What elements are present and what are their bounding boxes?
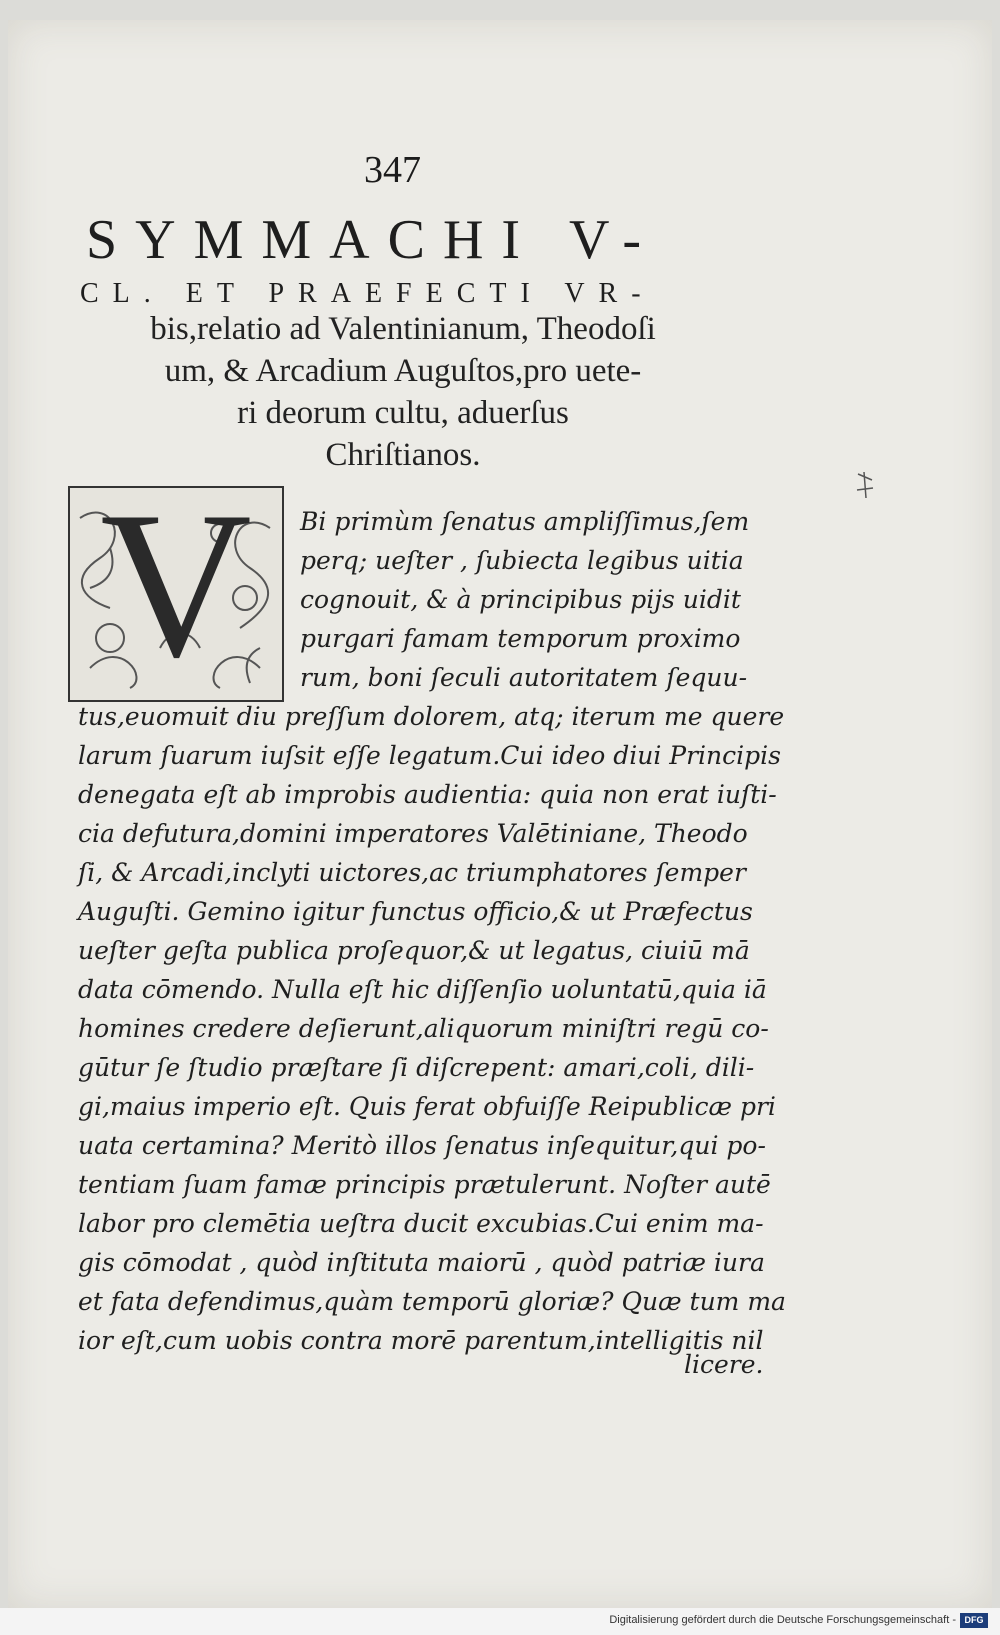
text-line: larum ſuarum iuſsit eſſe legatum.Cui ideo diui Principis xyxy=(78,741,781,770)
decorated-initial xyxy=(68,486,284,702)
body-text-indented xyxy=(300,502,749,697)
initial-letter: V xyxy=(100,486,252,701)
ink-mark-icon xyxy=(854,470,876,500)
text-line: gi,maius imperio eſt. Quis ferat obfuiſſe Reipublicæ pri xyxy=(78,1092,776,1121)
title-line-2: CL. ET PRAEFECTI VR- xyxy=(80,278,655,309)
subtitle-line: Chriſtianos. xyxy=(325,437,481,473)
subtitle-line: um, & Arcadium Auguſtos,pro uete- xyxy=(164,353,642,389)
digitization-footer xyxy=(0,1608,1000,1635)
text-line: tentiam ſuam famæ principis prætulerunt. Noſter autē xyxy=(78,1170,771,1199)
text-line: et fata defendimus,quàm temporū gloriæ? Quæ tum ma xyxy=(78,1287,786,1316)
text-line: cognouit, & à principibus pijs uidit xyxy=(300,585,741,614)
footer-credit: Digitalisierung gefördert durch die Deutsche Forschungsgemeinschaft - xyxy=(609,1614,956,1626)
title-line-1: SYMMACHI V- xyxy=(86,209,659,271)
subtitle xyxy=(68,308,738,476)
text-line: cia defutura,domini imperatores Valētiniane, Theodo xyxy=(78,819,748,848)
text-line: rum, boni ſeculi autoritatem ſequu- xyxy=(300,663,748,692)
text-line: denegata eſt ab improbis audientia: quia non erat iuſti- xyxy=(78,780,777,809)
text-line: homines credere deſierunt,aliquorum miniſtri regū co- xyxy=(78,1014,769,1043)
dfg-logo: DFG xyxy=(960,1613,988,1628)
body-text xyxy=(78,697,786,1360)
text-line: gūtur ſe ſtudio præſtare ſi diſcrepent: amari,coli, dili- xyxy=(78,1053,755,1082)
text-line: data cōmendo. Nulla eſt hic diſſenſio uoluntatū,quia iā xyxy=(78,975,767,1004)
catchword: licere. xyxy=(684,1350,764,1379)
text-line: uata certamina? Meritò illos ſenatus inſequitur,qui po- xyxy=(78,1131,766,1160)
text-line: gis cōmodat , quòd inſtituta maiorū , quòd patriæ iura xyxy=(78,1248,765,1277)
text-line: perq; ueſter , ſubiecta legibus uitia xyxy=(300,546,744,575)
text-line: ſi, & Arcadi,inclyti uictores,ac triumphatores ſemper xyxy=(78,858,746,887)
text-line: Bi primùm ſenatus ampliſſimus,ſem xyxy=(300,507,750,536)
subtitle-line: ri deorum cultu, aduerſus xyxy=(237,395,569,431)
text-line: ueſter geſta publica proſequor,& ut legatus, ciuiū mā xyxy=(78,936,750,965)
page-number: 347 xyxy=(364,149,421,191)
text-line: purgari famam temporum proximo xyxy=(300,624,741,653)
book-page xyxy=(8,20,992,1608)
text-line: tus,euomuit diu preſſum dolorem, atq; iterum me quere xyxy=(78,702,785,731)
subtitle-line: bis,relatio ad Valentinianum, Theodoſi xyxy=(150,311,656,347)
text-line: Auguſti. Gemino igitur functus officio,& ut Præfectus xyxy=(78,897,753,926)
text-line: ior eſt,cum uobis contra morē parentum,intelligitis nil xyxy=(78,1326,764,1355)
text-line: labor pro clemētia ueſtra ducit excubias.Cui enim ma- xyxy=(78,1209,764,1238)
